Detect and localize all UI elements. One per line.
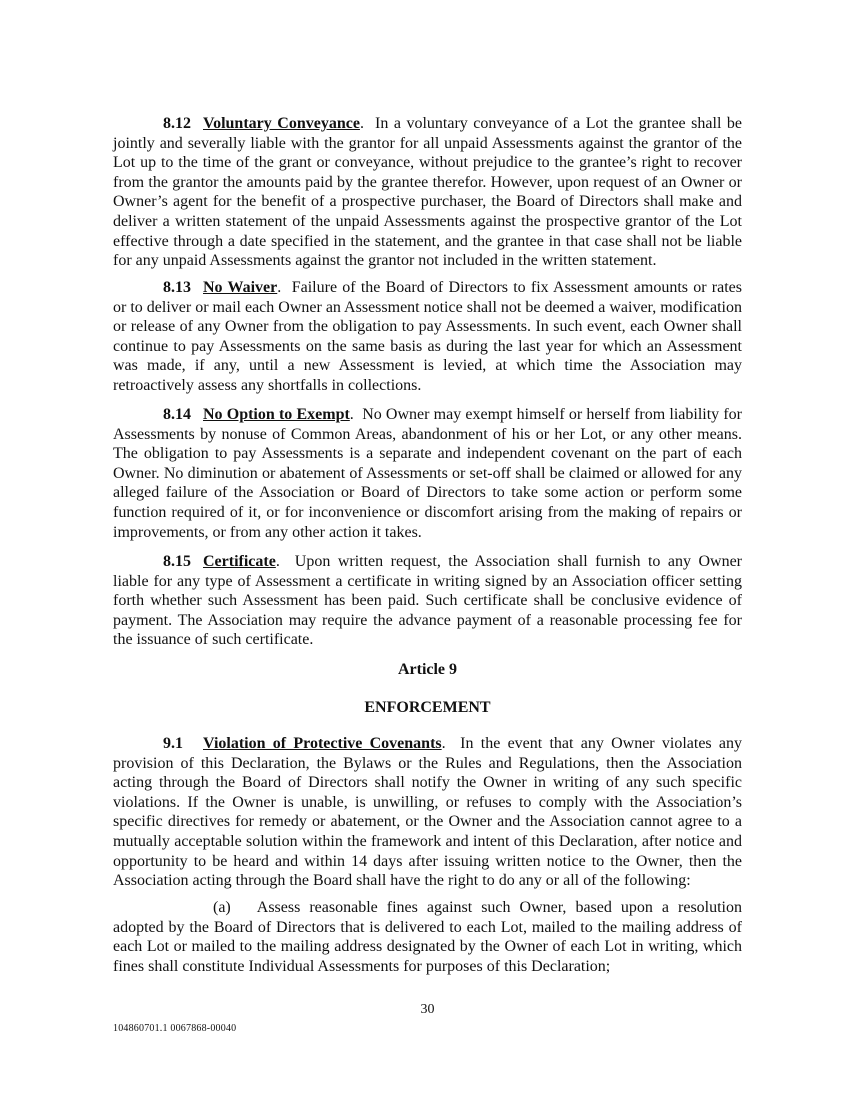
section-body: No Owner may exempt himself or herself from liability for Assessments by nonuse of Common Areas, abandonment of his or her Lot, or any other means. The obligation to pay Assessments is a separate and independent covenant on the part of each Owner. No diminution or abatement of Assessments or set-off shall be claimed or allowed for any alleged failure of the Association or Board of Directors to take some action or perform some function required of it, or for inconvenience or discomfort arising from the making of repairs or improvements, or from any other action it takes. xyxy=(113,406,743,541)
section-heading: Voluntary Conveyance xyxy=(203,115,360,132)
section-body: Failure of the Board of Directors to fix Assessment amounts or rates or to deliver or mail each Owner an Assessment notice shall not be deemed a waiver, modification or release of any Owner from the obligation to pay Assessments. In such event, each Owner shall continue to pay Assessments on the same basis as during the last year for which an Assessment was made, if any, until a new Assessment is levied, at which time the Association may retroactively assess any shortfalls in collections. xyxy=(113,279,743,394)
document-id: 104860701.1 0067868-00040 xyxy=(113,1023,237,1034)
section-heading: Violation of Protective Covenants xyxy=(203,735,442,752)
subitem-a xyxy=(113,898,742,976)
section-number: 8.15 xyxy=(163,553,191,570)
section-number: 8.12 xyxy=(163,115,191,132)
section-8-13: 8.13 No Waiver. Failure of the Board of Directors to fix Assessment amounts or rates or to deliver or mail each Owner an Assessment notice shall not be deemed a waiver, modification or release of any Owner from the obligation to pay Assessments. In such event, each Owner shall continue to pay Assessments on the same basis as during the last year for which an Assessment was made, if any, until a new Assessment is levied, at which time the Association may retroactively assess any shortfalls in collections. xyxy=(113,279,743,394)
section-8-15: 8.15 Certificate. Upon written request, the Association shall furnish to any Owner liable for any type of Assessment a certificate in writing signed by an Association officer setting forth whether such Assessment has been paid. Such certificate shall be conclusive evidence of payment. The Association may require the advance payment of a reasonable processing fee for the issuance of such certificate. xyxy=(113,553,743,649)
subitem-label: (a) xyxy=(213,899,231,916)
section-9-1: 9.1 Violation of Protective Covenants. In the event that any Owner violates any provision of this Declaration, the Bylaws or the Rules and Regulations, then the Association acting through the Board of Directors shall notify the Owner in writing of any such specific violations. If the Owner is unable, is unwilling, or refuses to comply with the Association’s specific directives for remedy or abatement, or the Owner and the Association cannot agree to a mutually acceptable solution within the framework and intent of this Declaration, after notice and opportunity to be heard and within 14 days after issuing written notice to the Owner, then the Association acting through the Board shall have the right to do any or all of the following: xyxy=(113,735,743,890)
section-heading: Certificate xyxy=(203,553,276,570)
section-number: 8.13 xyxy=(163,279,191,296)
section-8-14: 8.14 No Option to Exempt. No Owner may exempt himself or herself from liability for Assessments by nonuse of Common Areas, abandonment of his or her Lot, or any other means. The obligation to pay Assessments is a separate and independent covenant on the part of each Owner. No diminution or abatement of Assessments or set-off shall be claimed or allowed for any alleged failure of the Association or Board of Directors to take some action or perform some function required of it, or for inconvenience or discomfort arising from the making of repairs or improvements, or from any other action it takes. xyxy=(113,406,743,541)
article-title: Article 9 xyxy=(397,661,458,678)
section-body: In a voluntary conveyance of a Lot the grantee shall be jointly and severally liable with the grantor for all unpaid Assessments against the grantor of the Lot up to the time of the grant or conveyance, without prejudice to the grantee’s right to recover from the grantor the amounts paid by the grantee therefor. However, upon request of an Owner or Owner’s agent for the benefit of a prospective purchaser, the Board of Directors shall make and deliver a written statement of the unpaid Assessments against the prospective grantor of the Lot effective through a date specified in the statement, and the grantee in that case shall not be liable for any unpaid Assessments against the grantor not included in the written statement. xyxy=(113,115,743,270)
section-heading: No Option to Exempt xyxy=(203,406,350,423)
article-subtitle: ENFORCEMENT xyxy=(364,699,491,716)
section-number: 8.14 xyxy=(163,406,191,423)
section-body: Upon written request, the Association shall furnish to any Owner liable for any type of Assessment a certificate in writing signed by an Association officer setting forth whether such Assessment has been paid. Such certificate shall be conclusive evidence of payment. The Association may require the advance payment of a reasonable processing fee for the issuance of such certificate. xyxy=(113,553,743,649)
section-body: In the event that any Owner violates any provision of this Declaration, the Bylaws or the Rules and Regulations, then the Association acting through the Board of Directors shall notify the Owner in writing of any such specific violations. If the Owner is unable, is unwilling, or refuses to comply with the Association’s specific directives for remedy or abatement, or the Owner and the Association cannot agree to a mutually acceptable solution within the framework and intent of this Declaration, after notice and opportunity to be heard and within 14 days after issuing written notice to the Owner, then the Association acting through the Board shall have the right to do any or all of the following: xyxy=(113,735,743,890)
subitem-body: Assess reasonable fines against such Owner, based upon a resolution adopted by the Board of Directors that is delivered to each Lot, mailed to the mailing address of each Lot or mailed to the mailing address designated by the Owner of each Lot in writing, which fines shall constitute Individual Assessments for purposes of this Declaration; xyxy=(113,899,742,975)
page-number: 30 xyxy=(420,1002,435,1017)
section-number: 9.1 xyxy=(163,735,183,752)
section-heading: No Waiver xyxy=(203,279,278,296)
section-8-12: 8.12 Voluntary Conveyance. In a voluntary conveyance of a Lot the grantee shall be jointly and severally liable with the grantor for all unpaid Assessments against the grantor of the Lot up to the time of the grant or conveyance, without prejudice to the grantee’s right to recover from the grantor the amounts paid by the grantee therefor. However, upon request of an Owner or Owner’s agent for the benefit of a prospective purchaser, the Board of Directors shall make and deliver a written statement of the unpaid Assessments against the prospective grantor of the Lot effective through a date specified in the statement, and the grantee in that case shall not be liable for any unpaid Assessments against the grantor not included in the written statement. xyxy=(113,115,743,270)
